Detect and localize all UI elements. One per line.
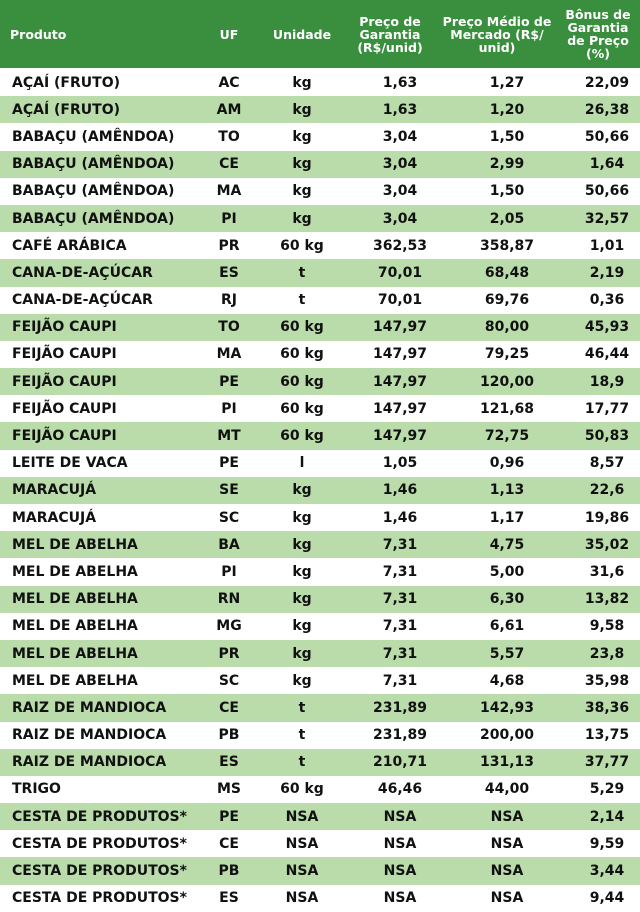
cell-bonus: 1,01 bbox=[589, 237, 625, 254]
cell-preco-medio: 121,68 bbox=[479, 400, 535, 417]
cell-uf: BA bbox=[218, 536, 240, 553]
cell-produto: FEIJÃO CAUPI bbox=[12, 346, 117, 363]
cell-uf: TO bbox=[218, 319, 240, 336]
cell-preco-garantia: 46,46 bbox=[377, 781, 423, 798]
cell-bonus: 22,6 bbox=[589, 482, 625, 499]
cell-unidade: kg bbox=[292, 618, 312, 635]
cell-bonus: 22,09 bbox=[584, 75, 630, 92]
cell-preco-medio: NSA bbox=[490, 808, 524, 825]
cell-preco-garantia: 1,46 bbox=[382, 509, 418, 526]
cell-unidade: t bbox=[298, 292, 306, 309]
table-row bbox=[0, 368, 640, 395]
cell-preco-garantia: 7,31 bbox=[382, 672, 418, 689]
cell-produto: FEIJÃO CAUPI bbox=[12, 319, 117, 336]
cell-bonus: 26,38 bbox=[584, 101, 630, 118]
table-row bbox=[0, 531, 640, 558]
cell-preco-medio: 6,61 bbox=[489, 618, 525, 635]
cell-produto: BABAÇU (AMÊNDOA) bbox=[12, 156, 175, 173]
table-row bbox=[0, 749, 640, 776]
cell-preco-medio: NSA bbox=[490, 835, 524, 852]
cell-unidade: NSA bbox=[285, 835, 319, 852]
table-row bbox=[0, 314, 640, 341]
cell-produto: CANA-DE-AÇÚCAR bbox=[12, 264, 153, 281]
cell-bonus: 9,44 bbox=[589, 890, 625, 907]
cell-bonus: 13,75 bbox=[584, 727, 630, 744]
cell-unidade: kg bbox=[292, 645, 312, 662]
cell-preco-medio: 5,57 bbox=[489, 645, 525, 662]
cell-unidade: kg bbox=[292, 672, 312, 689]
cell-uf: PR bbox=[218, 645, 240, 662]
table-row bbox=[0, 477, 640, 504]
cell-bonus: 1,64 bbox=[589, 156, 625, 173]
cell-unidade: kg bbox=[292, 210, 312, 227]
cell-preco-garantia: 70,01 bbox=[377, 264, 423, 281]
cell-uf: PE bbox=[219, 808, 239, 825]
cell-produto: MEL DE ABELHA bbox=[12, 645, 138, 662]
cell-preco-medio: 68,48 bbox=[484, 264, 530, 281]
table-row bbox=[0, 722, 640, 749]
cell-produto: CANA-DE-AÇÚCAR bbox=[12, 292, 153, 309]
cell-produto: FEIJÃO CAUPI bbox=[12, 428, 117, 445]
cell-unidade: t bbox=[298, 754, 306, 771]
cell-produto: LEITE DE VACA bbox=[12, 455, 128, 472]
cell-preco-garantia: 7,31 bbox=[382, 536, 418, 553]
cell-produto: BABAÇU (AMÊNDOA) bbox=[12, 128, 175, 145]
cell-uf: MA bbox=[216, 346, 242, 363]
cell-produto: MEL DE ABELHA bbox=[12, 591, 138, 608]
cell-preco-medio: 79,25 bbox=[484, 346, 530, 363]
table-row bbox=[0, 667, 640, 694]
table-row bbox=[0, 69, 640, 96]
cell-bonus: 35,02 bbox=[584, 536, 630, 553]
cell-bonus: 38,36 bbox=[584, 699, 630, 716]
cell-preco-garantia: 3,04 bbox=[382, 210, 418, 227]
cell-produto: MEL DE ABELHA bbox=[12, 563, 138, 580]
cell-unidade: 60 kg bbox=[280, 781, 324, 798]
table-row bbox=[0, 857, 640, 884]
cell-bonus: 50,66 bbox=[584, 183, 630, 200]
table-row bbox=[0, 178, 640, 205]
cell-unidade: kg bbox=[292, 128, 312, 145]
cell-preco-garantia: 1,63 bbox=[382, 75, 418, 92]
cell-preco-garantia: 7,31 bbox=[382, 591, 418, 608]
cell-unidade: kg bbox=[292, 156, 312, 173]
cell-uf: MS bbox=[216, 781, 241, 798]
cell-uf: SE bbox=[219, 482, 239, 499]
cell-produto: CESTA DE PRODUTOS* bbox=[12, 863, 187, 880]
table-row bbox=[0, 205, 640, 232]
cell-preco-garantia: 147,97 bbox=[372, 319, 428, 336]
cell-produto: MEL DE ABELHA bbox=[12, 618, 138, 635]
cell-preco-medio: 6,30 bbox=[489, 591, 525, 608]
cell-preco-garantia: 147,97 bbox=[372, 400, 428, 417]
cell-preco-garantia: NSA bbox=[383, 808, 417, 825]
table-row bbox=[0, 123, 640, 150]
cell-produto: RAIZ DE MANDIOCA bbox=[12, 699, 167, 716]
cell-unidade: kg bbox=[292, 183, 312, 200]
cell-produto: BABAÇU (AMÊNDOA) bbox=[12, 183, 175, 200]
cell-bonus: 0,36 bbox=[589, 292, 625, 309]
cell-uf: MA bbox=[216, 183, 242, 200]
cell-preco-garantia: 3,04 bbox=[382, 128, 418, 145]
cell-preco-garantia: NSA bbox=[383, 835, 417, 852]
cell-unidade: kg bbox=[292, 101, 312, 118]
cell-preco-garantia: 231,89 bbox=[372, 699, 428, 716]
cell-uf: PB bbox=[218, 863, 240, 880]
cell-bonus: 13,82 bbox=[584, 591, 630, 608]
cell-bonus: 50,66 bbox=[584, 128, 630, 145]
table-row bbox=[0, 151, 640, 178]
cell-preco-garantia: NSA bbox=[383, 863, 417, 880]
cell-bonus: 35,98 bbox=[584, 672, 630, 689]
cell-produto: MEL DE ABELHA bbox=[12, 536, 138, 553]
cell-produto: TRIGO bbox=[12, 781, 61, 798]
table-row bbox=[0, 422, 640, 449]
cell-unidade: 60 kg bbox=[280, 237, 324, 254]
cell-preco-garantia: 210,71 bbox=[372, 754, 428, 771]
cell-preco-garantia: 1,46 bbox=[382, 482, 418, 499]
cell-bonus: 23,8 bbox=[589, 645, 625, 662]
cell-preco-medio: 200,00 bbox=[479, 727, 535, 744]
table-row bbox=[0, 586, 640, 613]
header-preco-medio: Preço Médio de Mercado (R$/ unid) bbox=[438, 0, 556, 69]
cell-preco-garantia: 147,97 bbox=[372, 428, 428, 445]
table-header bbox=[0, 0, 640, 69]
cell-unidade: 60 kg bbox=[280, 346, 324, 363]
table-row bbox=[0, 613, 640, 640]
table-row bbox=[0, 450, 640, 477]
cell-preco-medio: 4,75 bbox=[489, 536, 525, 553]
cell-bonus: 2,14 bbox=[589, 808, 625, 825]
cell-uf: PE bbox=[219, 455, 239, 472]
table-row bbox=[0, 830, 640, 857]
cell-uf: MT bbox=[217, 428, 241, 445]
cell-preco-medio: 80,00 bbox=[484, 319, 530, 336]
cell-unidade: NSA bbox=[285, 890, 319, 907]
table-row bbox=[0, 395, 640, 422]
cell-produto: CESTA DE PRODUTOS* bbox=[12, 835, 187, 852]
cell-preco-garantia: 147,97 bbox=[372, 346, 428, 363]
cell-produto: CESTA DE PRODUTOS* bbox=[12, 808, 187, 825]
cell-produto: MARACUJÁ bbox=[12, 482, 97, 499]
cell-bonus: 8,57 bbox=[589, 455, 625, 472]
table-row bbox=[0, 504, 640, 531]
cell-bonus: 31,6 bbox=[589, 563, 625, 580]
cell-uf: RJ bbox=[221, 292, 237, 309]
table-row bbox=[0, 558, 640, 585]
cell-unidade: 60 kg bbox=[280, 428, 324, 445]
cell-preco-medio: 44,00 bbox=[484, 781, 530, 798]
cell-unidade: l bbox=[299, 455, 305, 472]
cell-preco-medio: 1,50 bbox=[489, 128, 525, 145]
cell-unidade: kg bbox=[292, 482, 312, 499]
cell-unidade: kg bbox=[292, 536, 312, 553]
cell-preco-garantia: NSA bbox=[383, 890, 417, 907]
cell-preco-medio: 1,27 bbox=[489, 75, 525, 92]
cell-bonus: 2,19 bbox=[589, 264, 625, 281]
cell-produto: RAIZ DE MANDIOCA bbox=[12, 727, 167, 744]
cell-produto: MARACUJÁ bbox=[12, 509, 97, 526]
cell-preco-medio: 2,99 bbox=[489, 156, 525, 173]
cell-uf: CE bbox=[219, 699, 239, 716]
cell-preco-medio: 131,13 bbox=[479, 754, 535, 771]
cell-preco-garantia: 147,97 bbox=[372, 373, 428, 390]
cell-preco-medio: 4,68 bbox=[489, 672, 525, 689]
cell-bonus: 17,77 bbox=[584, 400, 630, 417]
cell-preco-medio: 1,13 bbox=[489, 482, 525, 499]
table-row bbox=[0, 341, 640, 368]
cell-preco-garantia: 231,89 bbox=[372, 727, 428, 744]
cell-preco-medio: 142,93 bbox=[479, 699, 535, 716]
table-row bbox=[0, 259, 640, 286]
cell-unidade: kg bbox=[292, 75, 312, 92]
cell-produto: AÇAÍ (FRUTO) bbox=[12, 101, 120, 118]
cell-preco-medio: 69,76 bbox=[484, 292, 530, 309]
header-produto: Produto bbox=[0, 0, 196, 69]
cell-uf: AC bbox=[218, 75, 240, 92]
cell-preco-garantia: 3,04 bbox=[382, 183, 418, 200]
header-bonus: Bônus de Garantia de Preço (%) bbox=[556, 0, 640, 69]
cell-produto: FEIJÃO CAUPI bbox=[12, 373, 117, 390]
cell-uf: ES bbox=[219, 264, 239, 281]
cell-preco-medio: 120,00 bbox=[479, 373, 535, 390]
cell-produto: CESTA DE PRODUTOS* bbox=[12, 890, 187, 907]
cell-unidade: NSA bbox=[285, 808, 319, 825]
table-row bbox=[0, 287, 640, 314]
cell-produto: RAIZ DE MANDIOCA bbox=[12, 754, 167, 771]
cell-uf: SC bbox=[218, 509, 240, 526]
cell-produto: CAFÉ ARÁBICA bbox=[12, 237, 127, 254]
cell-uf: PB bbox=[218, 727, 240, 744]
cell-preco-medio: 5,00 bbox=[489, 563, 525, 580]
cell-preco-medio: 72,75 bbox=[484, 428, 530, 445]
table-body bbox=[0, 69, 640, 912]
cell-preco-medio: 1,20 bbox=[489, 101, 525, 118]
header-row bbox=[0, 0, 640, 69]
cell-uf: PI bbox=[221, 400, 237, 417]
cell-preco-medio: 1,17 bbox=[489, 509, 525, 526]
cell-preco-medio: 358,87 bbox=[479, 237, 535, 254]
cell-preco-garantia: 362,53 bbox=[372, 237, 428, 254]
cell-preco-garantia: 7,31 bbox=[382, 645, 418, 662]
cell-bonus: 37,77 bbox=[584, 754, 630, 771]
cell-bonus: 3,44 bbox=[589, 863, 625, 880]
table-row bbox=[0, 232, 640, 259]
cell-unidade: NSA bbox=[285, 863, 319, 880]
cell-uf: PE bbox=[219, 373, 239, 390]
cell-preco-garantia: 7,31 bbox=[382, 563, 418, 580]
cell-uf: AM bbox=[216, 101, 242, 118]
cell-unidade: t bbox=[298, 727, 306, 744]
cell-unidade: t bbox=[298, 264, 306, 281]
cell-unidade: kg bbox=[292, 591, 312, 608]
table-row bbox=[0, 776, 640, 803]
cell-uf: PI bbox=[221, 210, 237, 227]
cell-bonus: 45,93 bbox=[584, 319, 630, 336]
cell-bonus: 18,9 bbox=[589, 373, 625, 390]
cell-uf: MG bbox=[216, 618, 242, 635]
cell-unidade: t bbox=[298, 699, 306, 716]
cell-bonus: 9,59 bbox=[589, 835, 625, 852]
cell-uf: RN bbox=[217, 591, 241, 608]
cell-preco-medio: 0,96 bbox=[489, 455, 525, 472]
cell-bonus: 32,57 bbox=[584, 210, 630, 227]
header-unidade: Unidade bbox=[262, 0, 342, 69]
table-row bbox=[0, 640, 640, 667]
cell-produto: MEL DE ABELHA bbox=[12, 672, 138, 689]
cell-unidade: 60 kg bbox=[280, 400, 324, 417]
cell-preco-garantia: 3,04 bbox=[382, 156, 418, 173]
cell-bonus: 46,44 bbox=[584, 346, 630, 363]
cell-uf: ES bbox=[219, 890, 239, 907]
header-uf: UF bbox=[196, 0, 262, 69]
cell-bonus: 9,58 bbox=[589, 618, 625, 635]
cell-uf: PI bbox=[221, 563, 237, 580]
cell-preco-garantia: 1,63 bbox=[382, 101, 418, 118]
cell-unidade: 60 kg bbox=[280, 373, 324, 390]
cell-preco-medio: NSA bbox=[490, 890, 524, 907]
table-row bbox=[0, 694, 640, 721]
cell-uf: PR bbox=[218, 237, 240, 254]
cell-produto: AÇAÍ (FRUTO) bbox=[12, 75, 120, 92]
cell-bonus: 5,29 bbox=[589, 781, 625, 798]
cell-preco-garantia: 70,01 bbox=[377, 292, 423, 309]
cell-uf: CE bbox=[219, 156, 239, 173]
cell-preco-medio: 1,50 bbox=[489, 183, 525, 200]
cell-preco-medio: 2,05 bbox=[489, 210, 525, 227]
cell-uf: CE bbox=[219, 835, 239, 852]
table-row bbox=[0, 885, 640, 912]
cell-produto: BABAÇU (AMÊNDOA) bbox=[12, 210, 175, 227]
cell-preco-medio: NSA bbox=[490, 863, 524, 880]
cell-unidade: kg bbox=[292, 563, 312, 580]
cell-produto: FEIJÃO CAUPI bbox=[12, 400, 117, 417]
header-preco-garantia: Preço de Garantia (R$/unid) bbox=[342, 0, 438, 69]
cell-unidade: 60 kg bbox=[280, 319, 324, 336]
cell-uf: TO bbox=[218, 128, 240, 145]
cell-bonus: 19,86 bbox=[584, 509, 630, 526]
cell-unidade: kg bbox=[292, 509, 312, 526]
cell-uf: ES bbox=[219, 754, 239, 771]
cell-uf: SC bbox=[218, 672, 240, 689]
table-row bbox=[0, 96, 640, 123]
cell-preco-garantia: 7,31 bbox=[382, 618, 418, 635]
cell-preco-garantia: 1,05 bbox=[382, 455, 418, 472]
table-row bbox=[0, 803, 640, 830]
cell-bonus: 50,83 bbox=[584, 428, 630, 445]
